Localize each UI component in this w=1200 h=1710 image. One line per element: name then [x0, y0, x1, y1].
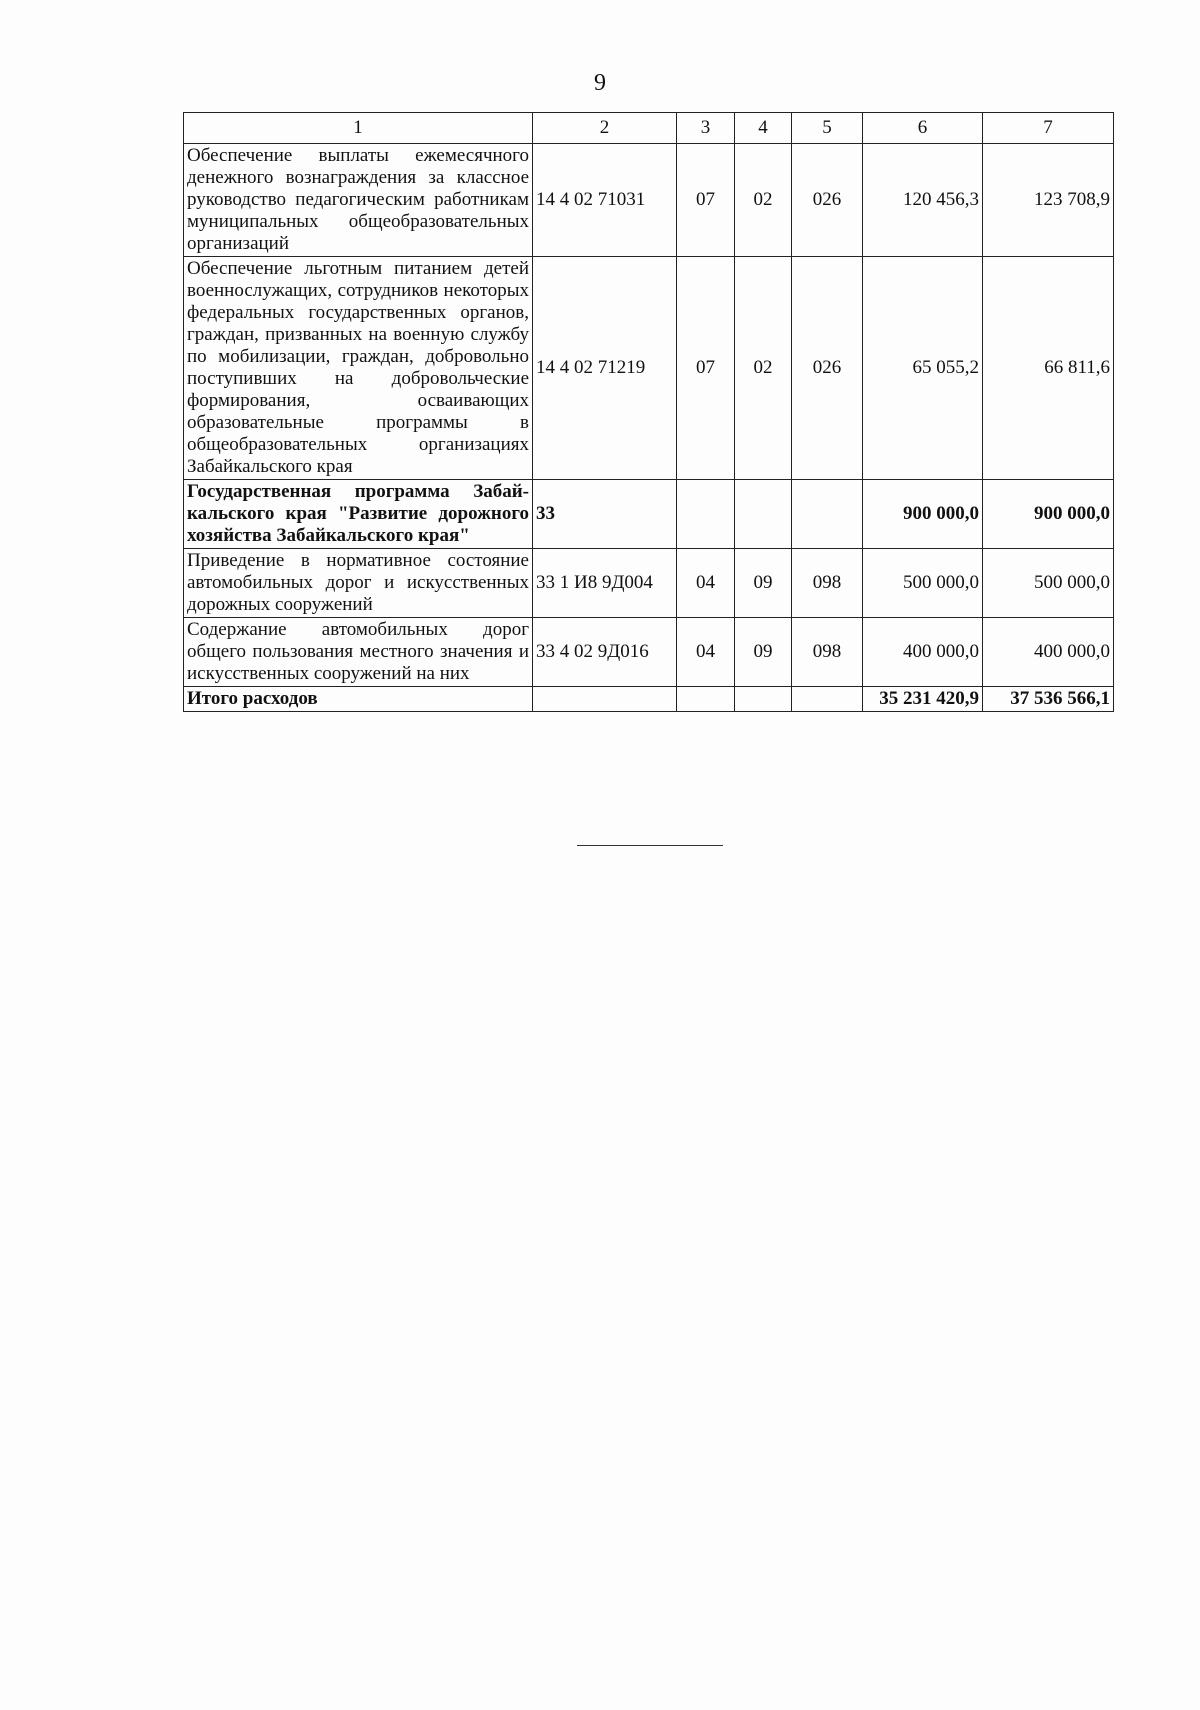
row-amount-col6: 900 000,0 [863, 480, 983, 549]
end-divider-line [577, 845, 723, 846]
row-subsection: 09 [735, 549, 792, 618]
total-expense-type-empty [792, 687, 863, 712]
row-amount-col6: 400 000,0 [863, 618, 983, 687]
header-cell-7: 7 [983, 113, 1114, 144]
total-section-empty [677, 687, 735, 712]
row-code: 14 4 02 71219 [533, 257, 677, 480]
row-subsection: 02 [735, 257, 792, 480]
row-name: Обеспечение льготным питанием детей военнослужащих, сотрудников некоторых федеральных государственных органов, граждан, призванных на военную службу по мобилизации, граждан, добровольно поступивших на добровольческие формирования, осваивающих образовательные программы в общеобразовательных организациях Забайкальского края [184, 257, 533, 480]
row-amount-col6: 120 456,3 [863, 144, 983, 257]
table-row-program [184, 480, 1114, 549]
row-expense-type: 098 [792, 549, 863, 618]
row-section: 07 [677, 257, 735, 480]
expenditure-table [183, 112, 1114, 712]
table-row [184, 257, 1114, 480]
row-expense-type: 026 [792, 144, 863, 257]
row-name: Обеспечение выплаты ежемесячного денежного вознаграждения за классное руководство педагогическим работникам муниципальных общеобразовательных организаций [184, 144, 533, 257]
row-expense-type: 026 [792, 257, 863, 480]
row-section: 04 [677, 618, 735, 687]
row-code: 33 4 02 9Д016 [533, 618, 677, 687]
total-code-empty [533, 687, 677, 712]
row-amount-col6: 65 055,2 [863, 257, 983, 480]
total-subsection-empty [735, 687, 792, 712]
row-amount-col7: 400 000,0 [983, 618, 1114, 687]
row-amount-col7: 123 708,9 [983, 144, 1114, 257]
row-subsection [735, 480, 792, 549]
row-amount-col7: 500 000,0 [983, 549, 1114, 618]
row-section [677, 480, 735, 549]
header-cell-3: 3 [677, 113, 735, 144]
page-number: 9 [594, 70, 606, 96]
header-cell-5: 5 [792, 113, 863, 144]
row-code: 33 1 И8 9Д004 [533, 549, 677, 618]
row-subsection: 02 [735, 144, 792, 257]
row-code: 14 4 02 71031 [533, 144, 677, 257]
row-section: 07 [677, 144, 735, 257]
total-amount-col6: 35 231 420,9 [863, 687, 983, 712]
table-row [184, 144, 1114, 257]
row-subsection: 09 [735, 618, 792, 687]
row-amount-col7: 900 000,0 [983, 480, 1114, 549]
header-cell-4: 4 [735, 113, 792, 144]
header-cell-6: 6 [863, 113, 983, 144]
header-cell-1: 1 [184, 113, 533, 144]
header-row [184, 113, 1114, 144]
total-label: Итого расходов [184, 687, 533, 712]
row-name: Содержание автомобильных дорог общего пользования местного значения и искусственных сооружений на них [184, 618, 533, 687]
total-amount-col7: 37 536 566,1 [983, 687, 1114, 712]
row-expense-type [792, 480, 863, 549]
table-row [184, 549, 1114, 618]
header-cell-2: 2 [533, 113, 677, 144]
row-amount-col6: 500 000,0 [863, 549, 983, 618]
row-name: Приведение в нормативное состояние автомобильных дорог и искусственных дорожных сооружений [184, 549, 533, 618]
row-section: 04 [677, 549, 735, 618]
row-expense-type: 098 [792, 618, 863, 687]
table-row [184, 618, 1114, 687]
row-amount-col7: 66 811,6 [983, 257, 1114, 480]
total-row [184, 687, 1114, 712]
row-code: 33 [533, 480, 677, 549]
row-name: Государственная программа Забайкальского края "Развитие дорожного хозяйства Забайкальского края" [184, 480, 533, 549]
